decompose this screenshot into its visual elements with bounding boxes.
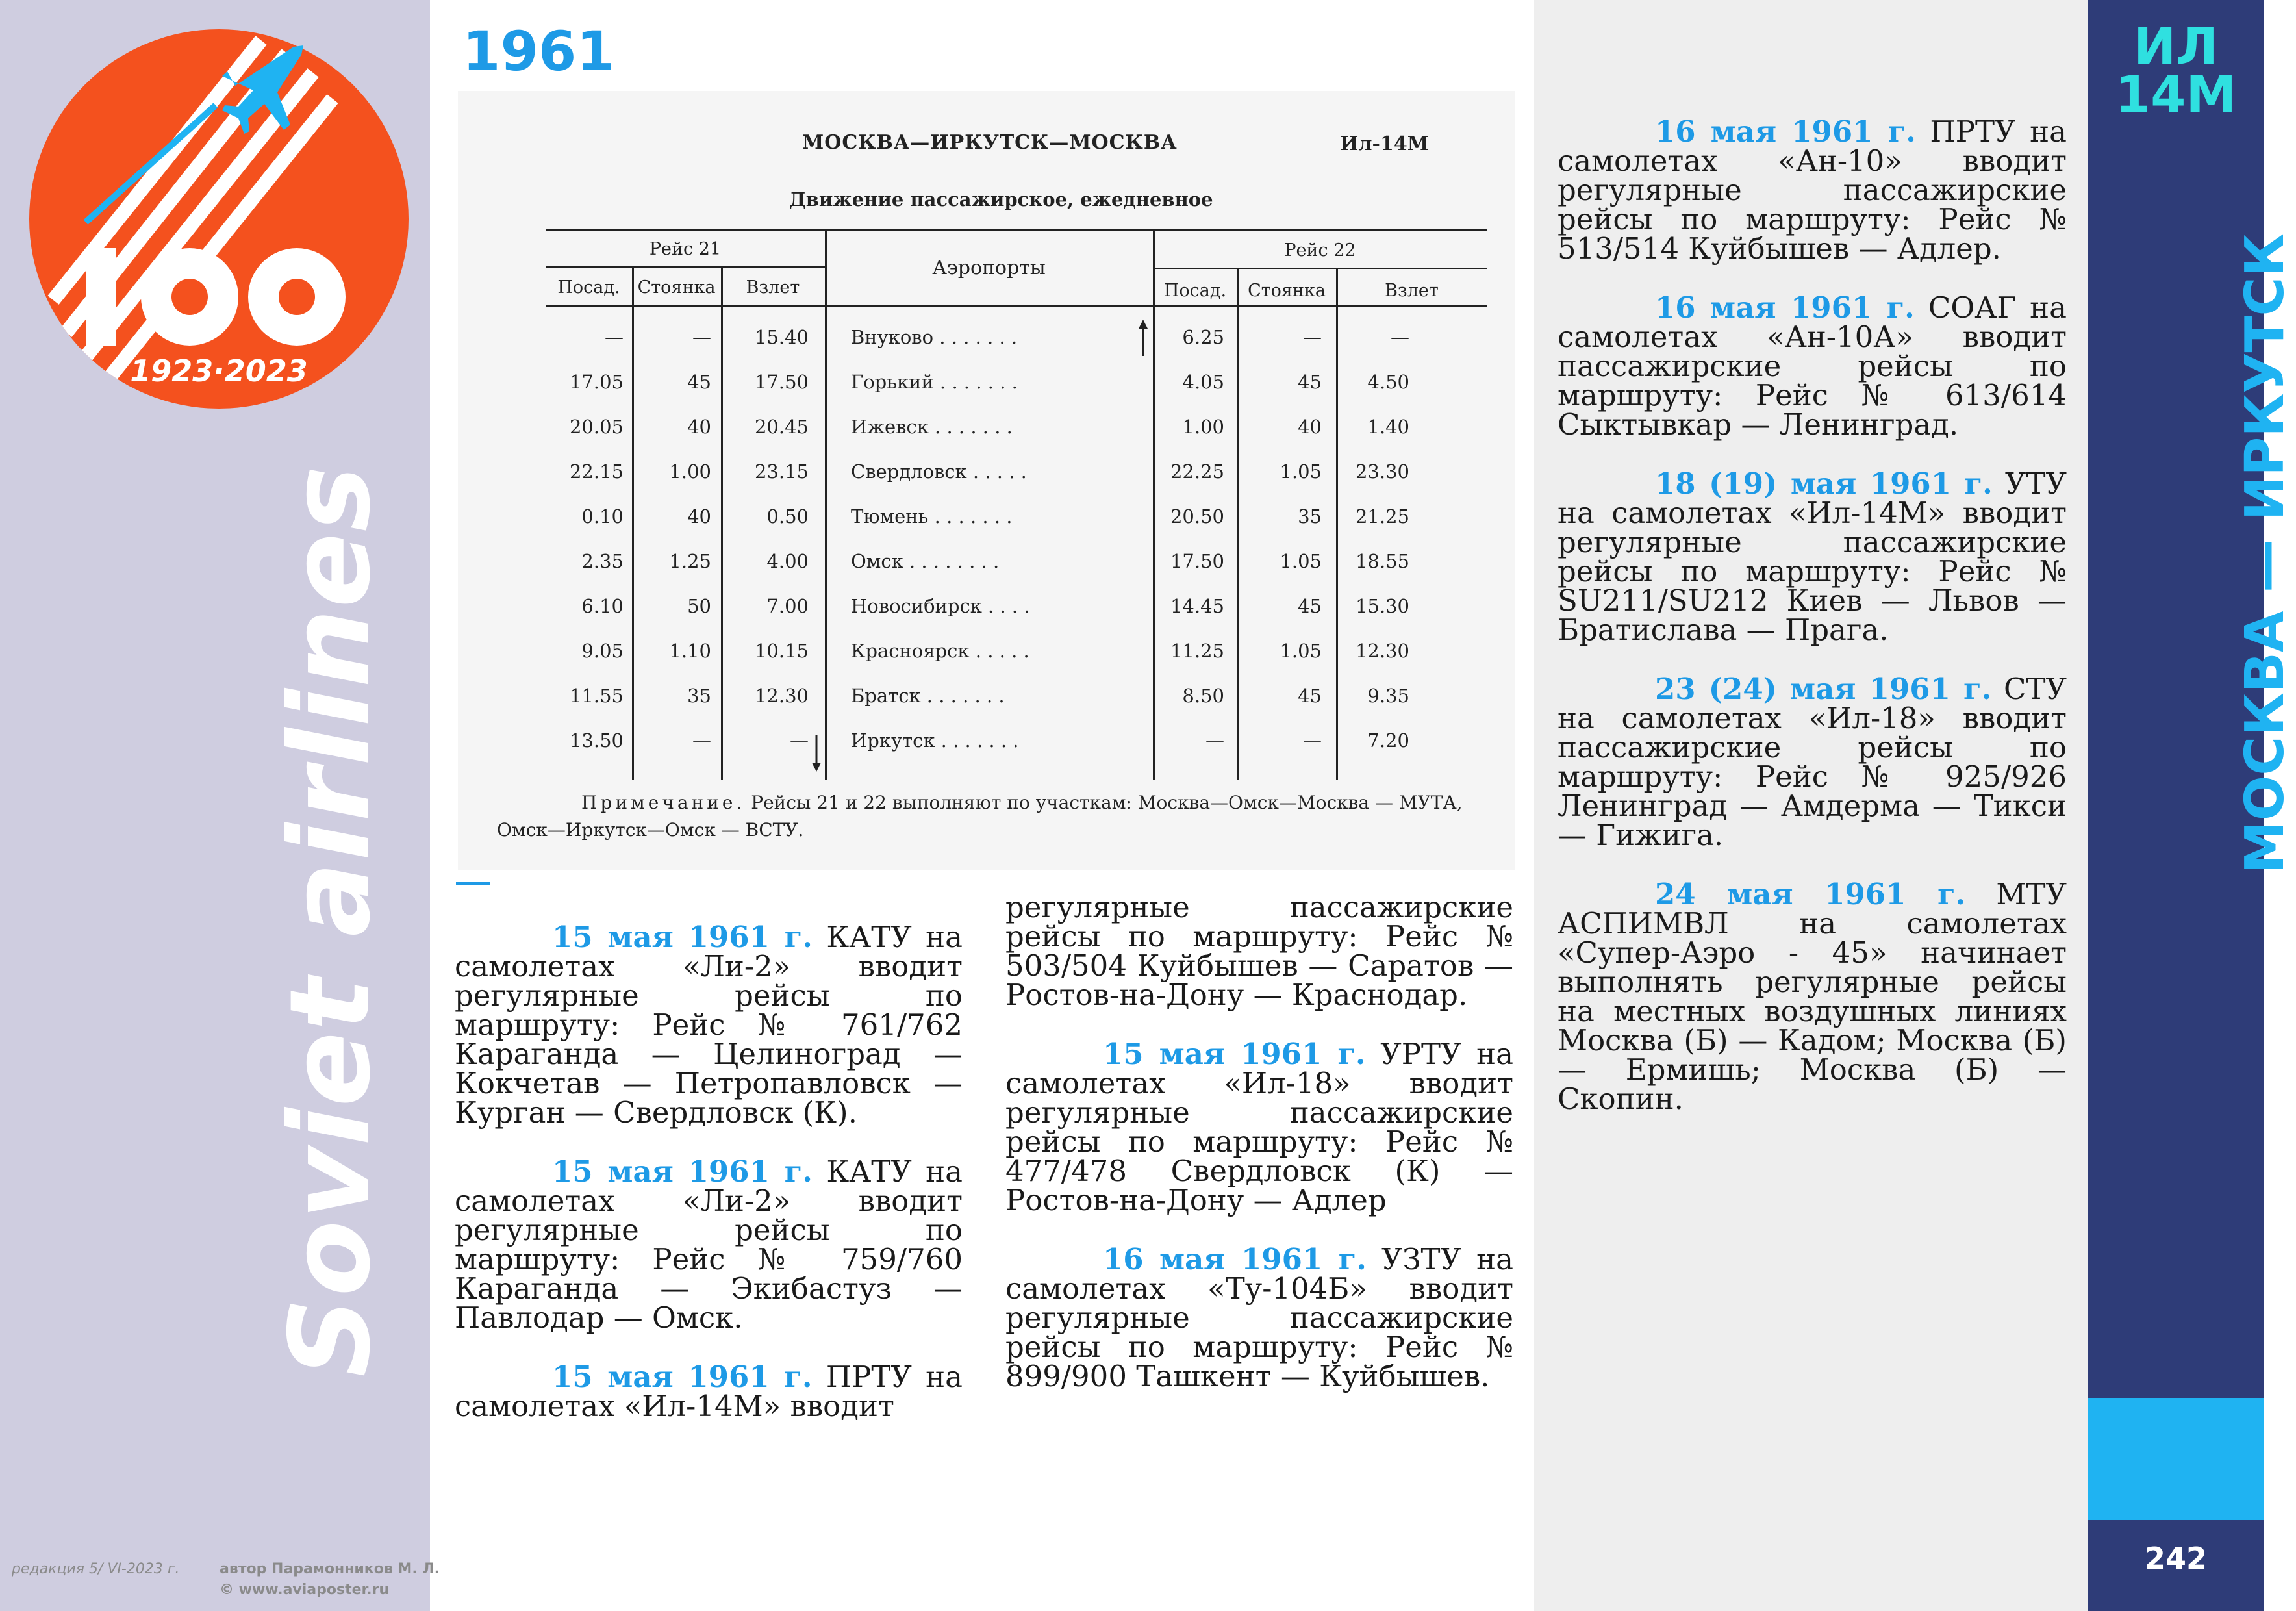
entry	[1558, 674, 2067, 850]
centenary-logo	[27, 27, 410, 411]
entry-date: 15 мая 1961 г.	[552, 920, 813, 954]
timetable-cell: 11.55	[569, 685, 624, 707]
entry-date: 16 мая 1961 г.	[1103, 1242, 1367, 1276]
timetable-cell: 9.05	[581, 640, 624, 662]
timetable-scan	[458, 91, 1515, 870]
timetable-cell: 20.45	[754, 416, 809, 438]
entry-text: УРТУ на самолетах «Ил-18» вводит регулярные пассажирские рейсы по маршруту: Рейс № 477/478 Свердловск (К) — Ростов-на-Дону — Адлер	[1005, 1037, 1513, 1217]
timetable-cell: 17.05	[569, 371, 624, 393]
entry	[1558, 877, 2067, 1116]
timetable-cell: 12.30	[754, 685, 809, 707]
timetable-cell: 6.10	[581, 595, 624, 617]
timetable-cell: 22.15	[569, 461, 624, 483]
site-link[interactable]: © www.aviaposter.ru	[220, 1582, 390, 1598]
timetable-cell: 1.25	[669, 550, 711, 572]
entry-date: 15 мая 1961 г.	[1103, 1037, 1366, 1071]
timetable-cell: 4.00	[766, 550, 809, 572]
timetable-cell: —	[1391, 326, 1409, 348]
entry-date: 23 (24) мая 1961 г.	[1655, 672, 1992, 706]
timetable-cell: 1.40	[1367, 416, 1409, 438]
col-stop-2: Стоянка	[1248, 281, 1326, 301]
timetable-cell: —	[1303, 326, 1322, 348]
timetable-cell: 40	[687, 505, 711, 527]
entry-text: регулярные пассажирские рейсы по маршруту: Рейс № 503/504 Куйбышев — Саратов — Ростов-на-Дону — Краснодар.	[1005, 890, 1513, 1012]
text-column-2	[1005, 890, 1513, 1421]
timetable-cell: 40	[1298, 416, 1322, 438]
timetable-cell: 7.00	[766, 595, 809, 617]
timetable-cell: 35	[687, 685, 711, 707]
timetable-station: Красноярск . . . . .	[851, 640, 1029, 662]
entry	[1005, 1242, 1513, 1393]
flight-21-header: Рейс 21	[649, 239, 722, 259]
down-arrow-icon	[807, 734, 826, 773]
entry-text: СТУ на самолетах «Ил-18» вводит пассажирские рейсы по маршруту: Рейс № 925/926 Ленинград — Амдерма — Тикси — Гижига.	[1558, 672, 2067, 852]
timetable-cell: 45	[1298, 595, 1322, 617]
timetable-cell: 7.20	[1367, 729, 1409, 752]
timetable-cell: 40	[687, 416, 711, 438]
entry-text: ПРТУ на самолетах «Ил-14М» вводит	[455, 1360, 963, 1423]
timetable-cell: 13.50	[569, 729, 624, 752]
route-label: МОСКВА — ИРКУТСК	[2234, 233, 2296, 874]
timetable-station: Иркутск . . . . . . .	[851, 729, 1019, 752]
timetable-cell: 6.25	[1182, 326, 1224, 348]
timetable-cell: 9.35	[1367, 685, 1409, 707]
timetable-cell: 23.30	[1355, 461, 1409, 483]
timetable-cell: 15.40	[754, 326, 809, 348]
logo-years: 1923·2023	[130, 353, 308, 388]
airports-header: Аэропорты	[932, 257, 1046, 279]
timetable-cell: 1.00	[1182, 416, 1224, 438]
timetable-cell: 22.25	[1170, 461, 1224, 483]
entry-date: 15 мая 1961 г.	[552, 1360, 813, 1394]
timetable-cell: 20.05	[569, 416, 624, 438]
timetable-aircraft: Ил-14М	[1340, 133, 1429, 155]
note-text: Рейсы 21 и 22 выполняют по участкам: Москва—Омск—Москва — МУТА, Омск—Иркутск—Омск — ВСТУ.	[497, 792, 1463, 841]
timetable-cell: 10.15	[754, 640, 809, 662]
timetable-cell: 1.00	[669, 461, 711, 483]
timetable-cell: 23.15	[754, 461, 809, 483]
page-number: 242	[2144, 1541, 2208, 1576]
timetable-cell: 4.50	[1367, 371, 1409, 393]
timetable-cell: 17.50	[1170, 550, 1224, 572]
entry-text: ПРТУ на самолетах «Ан-10» вводит регулярные пассажирские рейсы по маршруту: Рейс № 513/514 Куйбышев — Адлер.	[1558, 114, 2067, 266]
timetable-cell: 15.30	[1355, 595, 1409, 617]
entry-date: 16 мая 1961 г.	[1655, 290, 1915, 325]
entry-date: 24 мая 1961 г.	[1655, 877, 1966, 911]
timetable-cell: 35	[1298, 505, 1322, 527]
entry-date: 16 мая 1961 г.	[1655, 114, 1916, 149]
col-arrival: Посад.	[557, 277, 620, 298]
entry-text: КАТУ на самолетах «Ли-2» вводит регулярные рейсы по маршруту: Рейс № 759/760 Караганда — Экибастуз — Павлодар — Омск.	[455, 1154, 963, 1335]
col-arrival-2: Посад.	[1163, 281, 1227, 301]
timetable-cell: —	[790, 729, 809, 752]
entry	[1558, 466, 2067, 647]
timetable-cell: 2.35	[581, 550, 624, 572]
timetable-cell: 17.50	[754, 371, 809, 393]
timetable-cell: 1.05	[1280, 461, 1322, 483]
entry-text: МТУ АСПИМВЛ на самолетах «Супер-Аэро - 45» начинает выполнять регулярные рейсы на местных воздушных линиях Москва (Б) — Кадом; Москва (Б) — Ермишь; Москва (Б) — Скопин.	[1558, 877, 2067, 1116]
entry-text: КАТУ на самолетах «Ли-2» вводит регулярные рейсы по маршруту: Рейс № 761/762 Караганда — Целиноград — Кокчетав — Петропавловск — Курган — Свердловск (К).	[455, 920, 963, 1130]
entry-date: 15 мая 1961 г.	[552, 1154, 813, 1189]
timetable-cell: 45	[687, 371, 711, 393]
timetable-cell: 18.55	[1355, 550, 1409, 572]
page-year: 1961	[462, 19, 614, 83]
up-arrow-icon	[1133, 318, 1153, 357]
entry-text: УЗТУ на самолетах «Ту-104Б» вводит регулярные пассажирские рейсы по маршруту: Рейс № 899/900 Ташкент — Куйбышев.	[1005, 1242, 1513, 1393]
timetable-station: Внуково . . . . . . .	[851, 326, 1018, 348]
aircraft-label	[2088, 18, 2264, 125]
timetable-cell: 12.30	[1355, 640, 1409, 662]
timetable-cell: —	[605, 326, 624, 348]
timetable-cell: 11.25	[1170, 640, 1224, 662]
timetable-station: Свердловск . . . . .	[851, 461, 1027, 483]
timetable-station: Омск . . . . . . . .	[851, 550, 1000, 572]
author-credit: автор Парамонников М. Л.	[220, 1561, 440, 1577]
timetable-title: МОСКВА—ИРКУТСК—МОСКВА	[802, 131, 1178, 154]
col-stop: Стоянка	[637, 277, 716, 298]
watermark-text: Soviet airlines	[266, 464, 395, 1377]
timetable-subtitle: Движение пассажирское, ежедневное	[789, 188, 1213, 210]
col-departure-2: Взлет	[1385, 281, 1439, 301]
accent-dash	[456, 882, 490, 885]
timetable-cell: 1.05	[1280, 640, 1322, 662]
timetable-cell: 8.50	[1182, 685, 1224, 707]
note-label: Примечание.	[581, 792, 746, 813]
aircraft-label-line1: ИЛ	[2133, 18, 2219, 77]
flight-22-header: Рейс 22	[1284, 240, 1356, 260]
entry-text: УТУ на самолетах «Ил-14М» вводит регулярные пассажирские рейсы по маршруту: Рейс № SU211/SU212 Киев — Львов — Братислава — Прага.	[1558, 466, 2067, 647]
timetable-station: Тюмень . . . . . . .	[851, 505, 1013, 527]
timetable-cell: 14.45	[1170, 595, 1224, 617]
timetable-cell: 45	[1298, 685, 1322, 707]
col-departure: Взлет	[746, 277, 800, 298]
timetable-cell: 0.50	[766, 505, 809, 527]
timetable-cell: —	[692, 326, 711, 348]
timetable-note	[497, 789, 1491, 844]
timetable-cell: 45	[1298, 371, 1322, 393]
entry	[1005, 890, 1513, 1012]
timetable-cell: 50	[687, 595, 711, 617]
entry	[1005, 1039, 1513, 1215]
timetable-cell: —	[692, 729, 711, 752]
timetable-cell: —	[1303, 729, 1322, 752]
timetable-cell: 1.05	[1280, 550, 1322, 572]
timetable-station: Новосибирск . . . .	[851, 595, 1030, 617]
timetable-cell: 0.10	[581, 505, 624, 527]
entry	[455, 1154, 963, 1335]
entry	[455, 920, 963, 1130]
timetable-cell: 21.25	[1355, 505, 1409, 527]
entry	[1558, 290, 2067, 442]
timetable-station: Ижевск . . . . . . .	[851, 416, 1013, 438]
timetable-station: Братск . . . . . . .	[851, 685, 1005, 707]
timetable-cell: 20.50	[1170, 505, 1224, 527]
entry-date: 18 (19) мая 1961 г.	[1655, 466, 1993, 501]
timetable-cell: 1.10	[669, 640, 711, 662]
timetable-station: Горький . . . . . . .	[851, 371, 1018, 393]
entry	[1558, 114, 2067, 266]
timetable-cell: 4.05	[1182, 371, 1224, 393]
entry	[455, 1362, 963, 1421]
aircraft-label-line2: 14М	[2115, 66, 2237, 125]
sidebar-accent-block	[2088, 1398, 2264, 1520]
timetable-cell: —	[1205, 729, 1224, 752]
entry-text: СОАГ на самолетах «Ан-10А» вводит пассажирские рейсы по маршруту: Рейс № 613/614 Сыктывкар — Ленинград.	[1558, 290, 2067, 442]
text-column-3	[1558, 114, 2067, 1143]
text-column-1	[455, 922, 963, 1451]
edition-note: редакция 5/ VI-2023 г.	[12, 1561, 180, 1577]
